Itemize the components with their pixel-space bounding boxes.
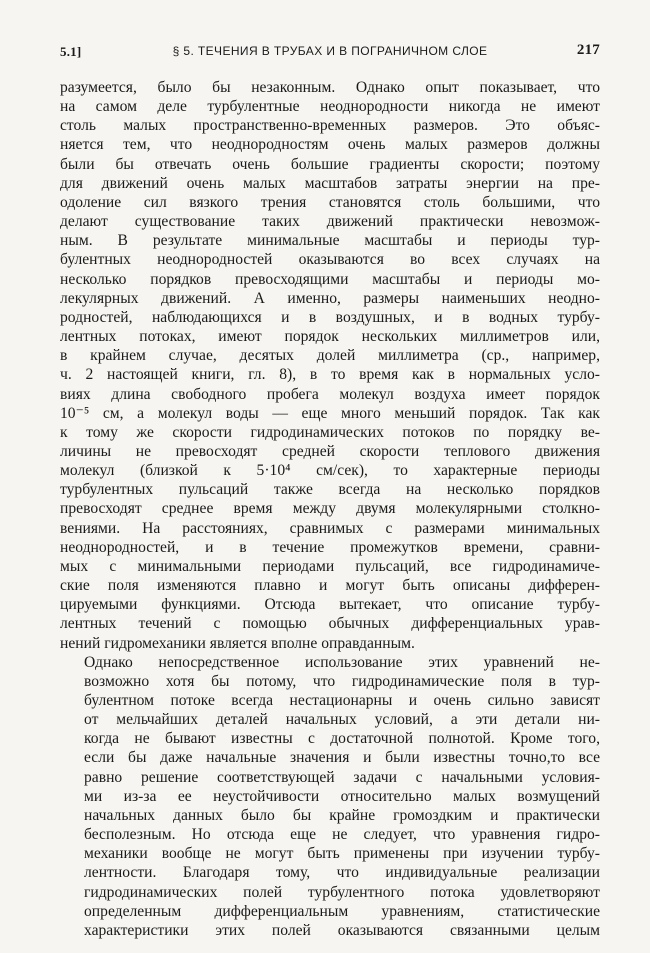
- text-line: вениями. На расстояниях, сравнимых с размерами минимальных: [60, 519, 600, 537]
- text-line: турбулентных пульсаций также всегда на несколько порядков: [60, 481, 600, 499]
- text-line: лентных течений с помощью обычных дифференциальных урав-: [60, 615, 600, 633]
- body-text: [60, 78, 600, 940]
- text-line: 10⁻⁵ см, а молекул воды — еще много меньший порядок. Так как: [60, 404, 600, 422]
- text-line: если бы даже начальные значения и были известны точно,то все: [84, 749, 600, 767]
- chapter-title: § 5. ТЕЧЕНИЯ В ТРУБАХ И В ПОГРАНИЧНОМ СЛОЕ: [172, 44, 488, 58]
- text-line: для движений очень малых масштабов затраты энергии на пре-: [60, 174, 600, 192]
- text-line: молекул (близкой к 5·10⁴ см/сек), то характерные периоды: [60, 462, 600, 480]
- section-number: 5.1]: [60, 44, 82, 59]
- text-line: виях длина свободного пробега молекул воздуха имеет порядок: [60, 385, 600, 403]
- text-line: бесполезным. Но отсюда еще не следует, что уравнения гидро-: [84, 826, 600, 844]
- text-line: одоление сил вязкого трения становятся столь большими, что: [60, 193, 600, 211]
- text-line: личины не превосходят средней скорости теплового движения: [60, 442, 600, 460]
- page-number: 217: [576, 42, 600, 58]
- text-line: когда не бывают известны с достаточной полнотой. Кроме того,: [84, 730, 600, 748]
- text-line: равно решение соответствующей задачи с начальными условия-: [84, 768, 600, 786]
- text-line: нений гидромеханики является вполне оправданным.: [60, 634, 415, 652]
- text-line: начальных данных было бы крайне громоздким и практически: [84, 806, 600, 824]
- text-line: на самом деле турбулентные неоднородности никогда не имеют: [60, 98, 600, 116]
- running-head: [60, 40, 600, 64]
- book-page: [60, 40, 600, 940]
- text-line: были бы отвечать очень большие градиенты скорости; поэтому: [60, 155, 600, 173]
- text-line: превосходят среднее время между двумя молекулярными столкно-: [60, 500, 600, 518]
- text-line: цируемыми функциями. Отсюда вытекает, что описание турбу-: [60, 596, 600, 614]
- text-line: неоднородностей, и в течение промежутков времени, сравни-: [60, 538, 600, 556]
- text-line: механики вообще не могут быть применены при изучении турбу-: [84, 845, 600, 863]
- text-line: характеристики этих полей оказываются связанными целым: [84, 921, 600, 939]
- text-line: определенным дифференциальным уравнениям, статистические: [84, 902, 600, 920]
- text-line: ми из-за ее неустойчивости относительно малых возмущений: [84, 787, 600, 805]
- text-line: няется тем, что неоднородностям очень малых размеров должны: [60, 136, 600, 154]
- text-line: булентных неоднородностей оказываются во всех случаях на: [60, 251, 600, 269]
- text-line: в крайнем случае, десятых долей миллиметра (ср., например,: [60, 347, 600, 365]
- text-line: возможно хотя бы потому, что гидродинамические поля в тур-: [84, 672, 600, 690]
- text-line: несколько порядков превосходящими масштабы и периоды мо-: [60, 270, 600, 288]
- paragraph: [60, 653, 600, 940]
- text-line: мых с минимальными периодами пульсаций, все гидродинамиче-: [60, 557, 600, 575]
- text-line: ские поля изменяются плавно и могут быть описаны дифферен-: [60, 577, 600, 595]
- text-line: разумеется, было бы незаконным. Однако опыт показывает, что: [60, 79, 600, 96]
- text-line: лентности. Благодаря тому, что индивидуальные реализации: [84, 864, 600, 882]
- text-line: родностей, наблюдающихся и в воздушных, и в водных турбу-: [60, 308, 600, 326]
- text-line: ч. 2 настоящей книги, гл. 8), в то время как в нормальных усло-: [60, 366, 600, 384]
- paragraph: [60, 78, 600, 653]
- text-line: делают существование таких движений практически невозмож-: [60, 213, 600, 231]
- text-line: от мельчайших деталей начальных условий, а эти детали ни-: [84, 711, 600, 729]
- text-line: лентных потоках, имеют порядок нескольких миллиметров или,: [60, 328, 600, 346]
- text-line: Однако непосредственное использование этих уравнений не-: [84, 653, 600, 671]
- text-line: булентном потоке всегда нестационарны и очень сильно зависят: [84, 692, 600, 709]
- text-line: к тому же скорости гидродинамических потоков по порядку ве-: [60, 423, 600, 441]
- text-line: лекулярных движений. А именно, размеры наименьших неодно-: [60, 289, 600, 307]
- text-line: гидродинамических полей турбулентного потока удовлетворяют: [84, 883, 600, 901]
- text-line: столь малых пространственно-временных размеров. Это объяс-: [60, 117, 600, 135]
- text-line: ным. В результате минимальные масштабы и периоды тур-: [60, 232, 600, 250]
